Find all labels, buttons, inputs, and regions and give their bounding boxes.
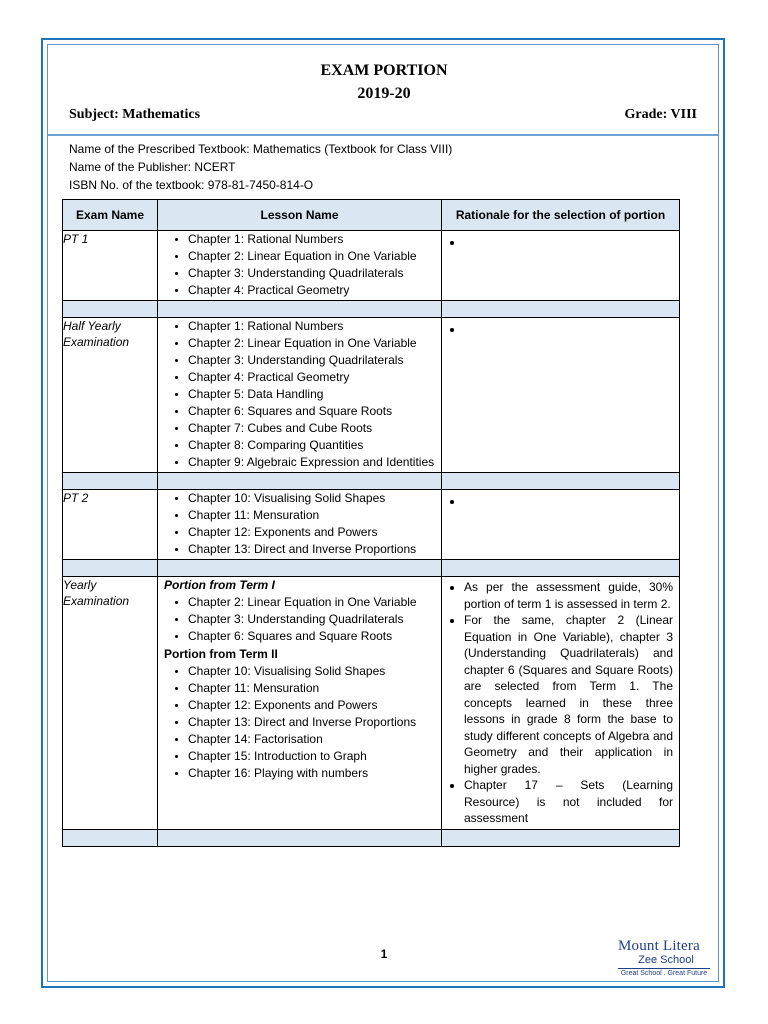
lesson-item: • Chapter 6: Squares and Square Roots [188,403,441,420]
rationale-list [442,318,679,340]
header-rationale: Rationale for the selection of portion [442,200,680,231]
lesson-item: • Chapter 13: Direct and Inverse Proportions [188,541,441,558]
lesson-item: • Chapter 3: Understanding Quadrilaterals [188,265,441,282]
header-exam-name: Exam Name [63,200,158,231]
lesson-item: • Chapter 3: Understanding Quadrilaterals [188,352,441,369]
table-row [63,577,680,830]
lesson-item: • Chapter 6: Squares and Square Roots [188,628,441,645]
school-logo [618,938,714,984]
lesson-item: • Chapter 10: Visualising Solid Shapes [188,663,441,680]
spacer-row [63,560,680,577]
rationale-item: • As per the assessment guide, 30% portion of term 1 is assessed in term 2. [464,579,673,612]
header-lesson-name: Lesson Name [158,200,442,231]
lesson-item: • Chapter 2: Linear Equation in One Variable [188,594,441,611]
lesson-item: • Chapter 1: Rational Numbers [188,231,441,248]
header-divider [48,134,718,136]
empty-bullet [464,493,673,510]
rationale-cell [442,490,680,560]
lesson-item: • Chapter 4: Practical Geometry [188,369,441,386]
lesson-cell [158,490,442,560]
rationale-list [442,490,679,512]
table-row [63,490,680,560]
rationale-cell [442,577,680,830]
table-row [63,231,680,301]
lesson-list [158,490,441,559]
lesson-item: • Chapter 12: Exponents and Powers [188,524,441,541]
lesson-list [158,231,441,300]
term2-heading: Portion from Term II [164,647,278,661]
lesson-item: • Chapter 2: Linear Equation in One Variable [188,248,441,265]
exam-portion-table [62,199,680,847]
document-title: EXAM PORTION [320,62,448,79]
lesson-item: • Chapter 7: Cubes and Cube Roots [188,420,441,437]
lesson-list [158,318,441,472]
lesson-item: • Chapter 1: Rational Numbers [188,318,441,335]
table-header-row [63,200,680,231]
lesson-item: • Chapter 15: Introduction to Graph [188,748,441,765]
logo-tagline: Great School . Great Future [618,968,710,977]
rationale-cell [442,231,680,301]
page-number: 1 [380,947,388,961]
empty-bullet [464,321,673,338]
isbn-number: ISBN No. of the textbook: 978-81-7450-814-O [69,178,314,192]
grade-label: Grade: VIII [624,107,697,122]
exam-name-cell: Yearly Examination [63,577,158,830]
lesson-item: • Chapter 8: Comparing Quantities [188,437,441,454]
table-row [63,318,680,473]
spacer-row [63,473,680,490]
rationale-cell [442,318,680,473]
spacer-row [63,301,680,318]
lesson-item: • Chapter 5: Data Handling [188,386,441,403]
exam-name-cell: PT 2 [63,490,158,560]
lesson-item: • Chapter 11: Mensuration [188,507,441,524]
lesson-item: • Chapter 2: Linear Equation in One Variable [188,335,441,352]
textbook-name: Name of the Prescribed Textbook: Mathematics (Textbook for Class VIII) [69,142,453,156]
term1-heading: Portion from Term I [164,578,275,592]
empty-bullet [464,234,673,251]
logo-subname: Zee School [638,954,694,966]
lesson-item: • Chapter 10: Visualising Solid Shapes [188,490,441,507]
lesson-cell [158,318,442,473]
logo-name: Mount Litera [618,938,700,954]
lesson-cell [158,231,442,301]
lesson-item: • Chapter 3: Understanding Quadrilaterals [188,611,441,628]
rationale-item: • Chapter 17 – Sets (Learning Resource) is not included for assessment [464,777,673,827]
exam-name-cell: PT 1 [63,231,158,301]
lesson-item: • Chapter 11: Mensuration [188,680,441,697]
lesson-item: • Chapter 9: Algebraic Expression and Identities [188,454,441,471]
lesson-list [158,663,441,783]
lesson-item: • Chapter 4: Practical Geometry [188,282,441,299]
rationale-item: • For the same, chapter 2 (Linear Equation in One Variable), chapter 3 (Understanding Quadrilaterals) and chapter 6 (Squares and Square Roots) are selected from Term 1. The concepts learned in these three lessons in grade 8 form the base to study different concepts of Algebra and Geometry and their application in higher grades. [464,612,673,777]
rationale-list [442,231,679,253]
document-year: 2019-20 [357,85,411,102]
spacer-row [63,829,680,846]
lesson-list [158,594,441,646]
lesson-cell [158,577,442,830]
lesson-item: • Chapter 16: Playing with numbers [188,765,441,782]
rationale-list [442,577,679,829]
exam-name-cell: Half Yearly Examination [63,318,158,473]
lesson-item: • Chapter 14: Factorisation [188,731,441,748]
publisher-name: Name of the Publisher: NCERT [69,160,236,174]
lesson-item: • Chapter 13: Direct and Inverse Proportions [188,714,441,731]
subject-label: Subject: Mathematics [69,107,201,122]
lesson-item: • Chapter 12: Exponents and Powers [188,697,441,714]
